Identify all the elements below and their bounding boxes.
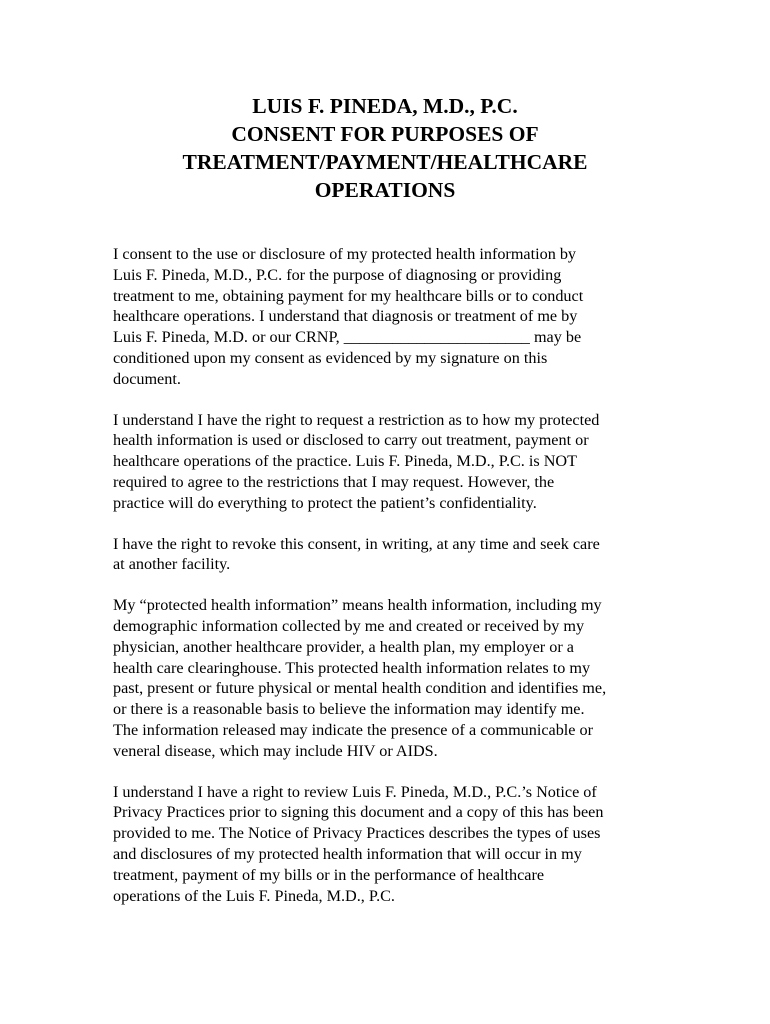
text-line: treatment, payment of my bills or in the performance of healthcare bbox=[113, 865, 545, 884]
text-line: at another facility. bbox=[113, 555, 231, 574]
text-line: I understand I have the right to request a restriction as to how my protected bbox=[113, 410, 600, 429]
document-body bbox=[113, 244, 673, 926]
text-line: I consent to the use or disclosure of my protected health information by bbox=[113, 245, 577, 263]
text-line: practice will do everything to protect the patient’s confidentiality. bbox=[113, 493, 537, 512]
paragraph-definition bbox=[113, 595, 673, 761]
text-line: I understand I have a right to review Luis F. Pineda, M.D., P.C.’s Notice of bbox=[113, 782, 597, 801]
text-line: past, present or future physical or mental health condition and identifies me, bbox=[113, 679, 607, 698]
text-line: required to agree to the restrictions that I may request. However, the bbox=[113, 472, 555, 491]
text-line: provided to me. The Notice of Privacy Practices describes the types of uses bbox=[113, 824, 601, 843]
paragraph-consent bbox=[113, 244, 673, 390]
text-line: My “protected health information” means health information, including my bbox=[113, 596, 602, 615]
text-line: veneral disease, which may include HIV or AIDS. bbox=[113, 741, 438, 760]
text-line: Privacy Practices prior to signing this document and a copy of this has been bbox=[113, 803, 604, 822]
text-line: demographic information collected by me and created or received by my bbox=[113, 616, 585, 635]
paragraph-notice bbox=[113, 782, 673, 907]
text-line: healthcare operations. I understand that diagnosis or treatment of me by bbox=[113, 307, 578, 326]
text-line: health information is used or disclosed to carry out treatment, payment or bbox=[113, 431, 589, 450]
text-line: and disclosures of my protected health information that will occur in my bbox=[113, 844, 582, 863]
title-line: CONSENT FOR PURPOSES OF bbox=[231, 122, 539, 146]
paragraph-restriction bbox=[113, 410, 673, 514]
text-line: healthcare operations of the practice. Luis F. Pineda, M.D., P.C. is NOT bbox=[113, 452, 577, 471]
text-line: Luis F. Pineda, M.D. or our CRNP, _______________________ may be bbox=[113, 328, 582, 347]
text-line: conditioned upon my consent as evidenced by my signature on this bbox=[113, 348, 548, 367]
paragraph-revoke bbox=[113, 534, 673, 576]
text-line: health care clearinghouse. This protected health information relates to my bbox=[113, 658, 591, 677]
text-line: operations of the Luis F. Pineda, M.D., P.C. bbox=[113, 886, 395, 905]
document-title bbox=[0, 92, 770, 204]
title-line: LUIS F. PINEDA, M.D., P.C. bbox=[252, 94, 518, 118]
text-line: I have the right to revoke this consent, in writing, at any time and seek care bbox=[113, 534, 600, 553]
text-line: The information released may indicate the presence of a communicable or bbox=[113, 720, 594, 739]
text-line: Luis F. Pineda, M.D., P.C. for the purpose of diagnosing or providing bbox=[113, 265, 562, 284]
text-line: treatment to me, obtaining payment for my healthcare bills or to conduct bbox=[113, 286, 584, 305]
title-line: OPERATIONS bbox=[314, 178, 456, 202]
text-line: document. bbox=[113, 369, 181, 388]
text-line: physician, another healthcare provider, a health plan, my employer or a bbox=[113, 637, 574, 656]
title-line: TREATMENT/PAYMENT/HEALTHCARE bbox=[182, 150, 588, 174]
text-line: or there is a reasonable basis to believe the information may identify me. bbox=[113, 700, 585, 719]
